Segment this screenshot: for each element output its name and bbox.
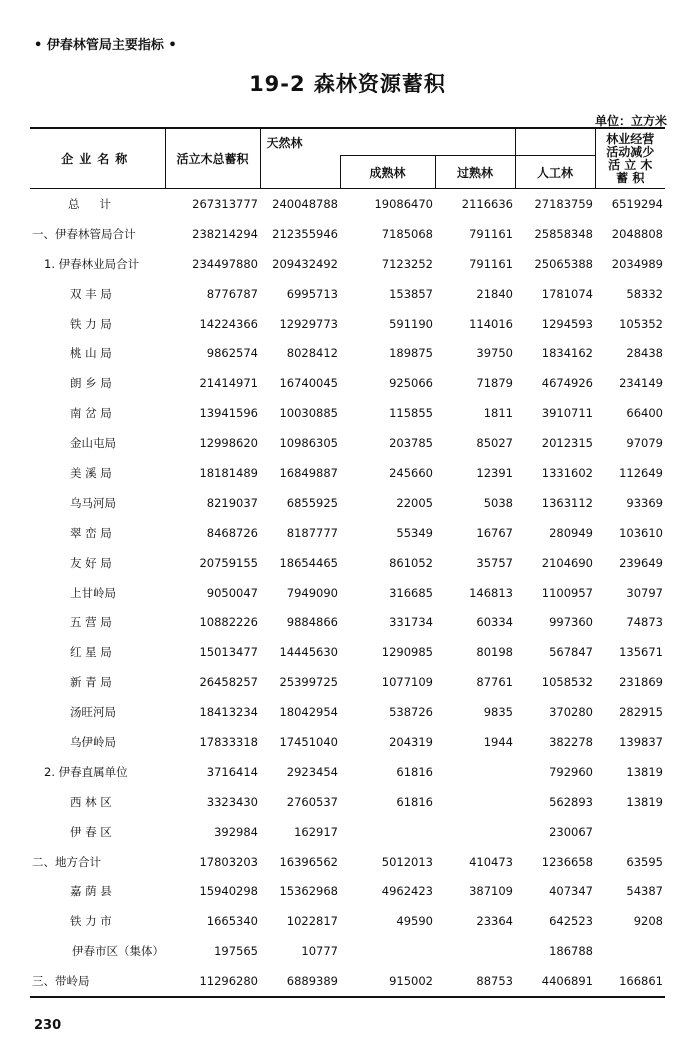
table-row [30, 697, 665, 727]
cell-reduced: 2048808 [611, 226, 663, 241]
cell-total: 3323430 [206, 794, 258, 809]
cell-total: 3716414 [206, 764, 258, 779]
cell-total: 238214294 [192, 226, 258, 241]
cell-planted: 2104690 [541, 555, 593, 570]
cell-natural: 15362968 [279, 884, 338, 899]
row-name: 乌伊岭局 [70, 734, 116, 749]
table-row [30, 309, 665, 339]
cell-reduced: 97079 [626, 436, 663, 451]
cell-total: 26458257 [199, 675, 258, 690]
cell-mature: 861052 [389, 555, 433, 570]
cell-natural: 2923454 [286, 764, 338, 779]
header-total: 活立木总蓄积 [165, 128, 260, 189]
cell-reduced: 135671 [619, 645, 663, 660]
row-name: 一、伊春林管局合计 [32, 226, 136, 241]
cell-planted: 1781074 [541, 286, 593, 301]
page-title: 19-2 森林资源蓄积 [249, 72, 446, 96]
cell-reduced: 105352 [619, 316, 663, 331]
cell-natural: 9884866 [286, 615, 338, 630]
cell-planted: 25858348 [534, 226, 593, 241]
table-row [30, 578, 665, 608]
cell-natural: 10986305 [279, 436, 338, 451]
header-planted: 人工林 [515, 156, 595, 189]
cell-total: 8776787 [206, 286, 258, 301]
cell-total: 12998620 [199, 436, 258, 451]
header-reduced [595, 128, 665, 189]
cell-overmature: 60334 [476, 615, 513, 630]
cell-total: 267313777 [192, 196, 258, 211]
cell-planted: 1236658 [541, 854, 593, 869]
row-name: 金山屯局 [70, 436, 116, 451]
cell-natural: 240048788 [272, 196, 338, 211]
row-name: 桃 山 局 [70, 346, 112, 361]
row-name: 1. 伊春林业局合计 [44, 256, 140, 271]
table-row [30, 787, 665, 817]
row-name: 铁 力 市 [70, 914, 112, 929]
cell-natural: 16740045 [279, 376, 338, 391]
cell-mature: 7185068 [381, 226, 433, 241]
forest-volume-table [30, 127, 665, 998]
cell-total: 17833318 [199, 734, 258, 749]
cell-overmature: 71879 [476, 376, 513, 391]
cell-planted: 25065388 [534, 256, 593, 271]
cell-total: 9050047 [206, 585, 258, 600]
cell-overmature: 88753 [435, 966, 515, 997]
cell-total: 20759155 [199, 555, 258, 570]
cell-reduced: 2034989 [611, 256, 663, 271]
cell-natural: 6889389 [260, 966, 340, 997]
cell-overmature: 9835 [483, 705, 513, 720]
row-name: 红 星 局 [70, 645, 112, 660]
cell-overmature: 87761 [476, 675, 513, 690]
table-row [30, 757, 665, 787]
cell-total: 17803203 [199, 854, 258, 869]
header-natural: 天然林 [260, 128, 340, 156]
cell-mature: 61816 [396, 794, 433, 809]
cell-planted: 407347 [549, 884, 593, 899]
row-name: 二、地方合计 [32, 854, 101, 869]
cell-natural: 162917 [294, 824, 338, 839]
cell-overmature: 2116636 [461, 196, 513, 211]
cell-reduced: 6519294 [611, 196, 663, 211]
header-mature: 成熟林 [340, 156, 435, 189]
cell-mature: 245660 [389, 465, 433, 480]
cell-natural: 17451040 [279, 734, 338, 749]
table-row [30, 368, 665, 398]
header-name: 企业名称 [30, 128, 165, 189]
cell-mature: 61816 [396, 764, 433, 779]
cell-total: 15013477 [199, 645, 258, 660]
cell-planted: 370280 [549, 705, 593, 720]
cell-reduced: 13819 [626, 794, 663, 809]
row-name: 三、带岭局 [30, 966, 165, 997]
cell-natural: 10777 [301, 944, 338, 959]
cell-total: 15940298 [199, 884, 258, 899]
cell-overmature [435, 936, 515, 966]
cell-overmature: 39750 [476, 346, 513, 361]
row-name: 新 青 局 [70, 675, 112, 690]
cell-reduced: 231869 [619, 675, 663, 690]
cell-total: 8219037 [206, 495, 258, 510]
row-name: 翠 峦 局 [70, 525, 112, 540]
cell-natural: 209432492 [272, 256, 338, 271]
table-row [30, 398, 665, 428]
cell-mature [340, 817, 435, 847]
cell-overmature: 85027 [476, 436, 513, 451]
table-row [30, 458, 665, 488]
cell-planted: 4674926 [541, 376, 593, 391]
cell-overmature: 12391 [476, 465, 513, 480]
cell-mature: 19086470 [374, 196, 433, 211]
table-row [30, 279, 665, 309]
unit-label: 单位：立方米 [594, 114, 667, 128]
cell-mature: 925066 [389, 376, 433, 391]
cell-overmature: 791161 [469, 226, 513, 241]
table-row [30, 966, 665, 997]
row-name: 伊春市区（集体） [72, 944, 164, 959]
cell-mature: 115855 [389, 406, 433, 421]
cell-natural: 16849887 [279, 465, 338, 480]
table-row [30, 906, 665, 936]
cell-mature: 189875 [389, 346, 433, 361]
cell-total: 1665340 [206, 914, 258, 929]
cell-total: 9862574 [206, 346, 258, 361]
table-row [30, 876, 665, 906]
cell-natural: 1022817 [286, 914, 338, 929]
cell-total: 18181489 [199, 465, 258, 480]
cell-reduced: 28438 [626, 346, 663, 361]
table-row [30, 847, 665, 877]
cell-mature: 5012013 [381, 854, 433, 869]
cell-overmature: 114016 [469, 316, 513, 331]
cell-natural: 8028412 [286, 346, 338, 361]
cell-total: 13941596 [199, 406, 258, 421]
cell-mature: 1077109 [381, 675, 433, 690]
cell-mature: 316685 [389, 585, 433, 600]
cell-natural: 18654465 [279, 555, 338, 570]
cell-planted: 1363112 [541, 495, 593, 510]
cell-overmature: 21840 [476, 286, 513, 301]
cell-overmature [435, 757, 515, 787]
cell-reduced: 13819 [626, 764, 663, 779]
cell-reduced: 30797 [626, 585, 663, 600]
cell-mature [340, 936, 435, 966]
cell-total: 392984 [214, 824, 258, 839]
cell-mature: 204319 [389, 734, 433, 749]
table-row [30, 667, 665, 697]
cell-mature: 331734 [389, 615, 433, 630]
cell-reduced: 93369 [626, 495, 663, 510]
row-name: 友 好 局 [70, 555, 112, 570]
cell-reduced [595, 817, 665, 847]
cell-total: 21414971 [199, 376, 258, 391]
cell-planted: 567847 [549, 645, 593, 660]
cell-total: 18413234 [199, 705, 258, 720]
cell-overmature: 1811 [483, 406, 513, 421]
cell-reduced: 239649 [619, 555, 663, 570]
cell-planted: 1294593 [541, 316, 593, 331]
cell-planted: 1331602 [541, 465, 593, 480]
cell-overmature [435, 817, 515, 847]
cell-reduced: 9208 [633, 914, 663, 929]
cell-mature: 538726 [389, 705, 433, 720]
cell-overmature: 146813 [469, 585, 513, 600]
row-name: 美 溪 局 [70, 465, 112, 480]
cell-planted: 562893 [549, 794, 593, 809]
cell-mature: 153857 [389, 286, 433, 301]
cell-natural: 10030885 [279, 406, 338, 421]
header-reduced-line2: 活动减少 [606, 144, 655, 159]
cell-planted: 27183759 [534, 196, 593, 211]
header-reduced-line1: 林业经营 [606, 131, 655, 146]
row-name: 乌马河局 [70, 495, 116, 510]
cell-overmature: 410473 [469, 854, 513, 869]
cell-mature: 591190 [389, 316, 433, 331]
cell-natural: 18042954 [279, 705, 338, 720]
cell-reduced: 139837 [619, 734, 663, 749]
cell-total: 234497880 [192, 256, 258, 271]
cell-natural: 6995713 [286, 286, 338, 301]
table-row [30, 428, 665, 458]
row-name: 总计 [68, 196, 131, 211]
row-name: 朗 乡 局 [70, 376, 112, 391]
table-row [30, 607, 665, 637]
row-name: 上甘岭局 [70, 585, 116, 600]
cell-total: 14224366 [199, 316, 258, 331]
cell-reduced [595, 936, 665, 966]
cell-planted: 382278 [549, 734, 593, 749]
row-name: 五 营 局 [70, 615, 112, 630]
table-row [30, 817, 665, 847]
cell-natural: 6855925 [286, 495, 338, 510]
cell-planted: 186788 [549, 944, 593, 959]
cell-overmature: 35757 [476, 555, 513, 570]
cell-total: 197565 [214, 944, 258, 959]
cell-reduced: 234149 [619, 376, 663, 391]
cell-natural: 25399725 [279, 675, 338, 690]
cell-reduced: 166861 [595, 966, 665, 997]
cell-mature: 203785 [389, 436, 433, 451]
cell-overmature: 5038 [483, 495, 513, 510]
row-name: 南 岔 局 [70, 406, 112, 421]
cell-planted: 997360 [549, 615, 593, 630]
cell-natural: 2760537 [286, 794, 338, 809]
cell-mature: 1290985 [381, 645, 433, 660]
cell-reduced: 54387 [626, 884, 663, 899]
cell-reduced: 58332 [626, 286, 663, 301]
cell-natural: 212355946 [272, 226, 338, 241]
cell-planted: 792960 [549, 764, 593, 779]
row-name: 双 丰 局 [70, 286, 112, 301]
table-row [30, 338, 665, 368]
cell-natural: 14445630 [279, 645, 338, 660]
running-header: • 伊春林管局主要指标 • [34, 38, 177, 53]
table-row [30, 727, 665, 757]
table-row [30, 219, 665, 249]
cell-mature: 22005 [396, 495, 433, 510]
cell-planted: 230067 [549, 824, 593, 839]
header-reduced-line4: 蓄 积 [616, 170, 645, 185]
cell-overmature: 1944 [483, 734, 513, 749]
cell-overmature: 387109 [469, 884, 513, 899]
cell-planted: 1100957 [541, 585, 593, 600]
table-row [30, 936, 665, 966]
table-row [30, 518, 665, 548]
table-row [30, 637, 665, 667]
cell-reduced: 74873 [626, 615, 663, 630]
cell-overmature [435, 787, 515, 817]
cell-planted: 642523 [549, 914, 593, 929]
cell-planted: 1058532 [541, 675, 593, 690]
cell-reduced: 63595 [626, 854, 663, 869]
cell-natural: 7949090 [286, 585, 338, 600]
table-row [30, 548, 665, 578]
row-name: 2. 伊春直属单位 [44, 764, 128, 779]
cell-reduced: 66400 [626, 406, 663, 421]
cell-total: 10882226 [199, 615, 258, 630]
cell-natural: 12929773 [279, 316, 338, 331]
cell-overmature: 791161 [469, 256, 513, 271]
header-overmature: 过熟林 [435, 156, 515, 189]
page-number: 230 [34, 1018, 62, 1033]
header-reduced-line3: 活 立 木 [608, 157, 653, 172]
cell-mature: 49590 [396, 914, 433, 929]
row-name: 西 林 区 [70, 794, 112, 809]
cell-mature: 915002 [340, 966, 435, 997]
cell-reduced: 112649 [619, 465, 663, 480]
row-name: 伊 春 区 [70, 824, 112, 839]
cell-mature: 55349 [396, 525, 433, 540]
cell-natural: 16396562 [279, 854, 338, 869]
row-name: 汤旺河局 [70, 705, 116, 720]
cell-reduced: 103610 [619, 525, 663, 540]
cell-overmature: 23364 [476, 914, 513, 929]
row-name: 铁 力 局 [70, 316, 112, 331]
cell-total: 11296280 [165, 966, 260, 997]
row-name: 嘉 荫 县 [70, 884, 112, 899]
cell-planted: 280949 [549, 525, 593, 540]
cell-mature: 7123252 [381, 256, 433, 271]
cell-overmature: 16767 [476, 525, 513, 540]
cell-mature: 4962423 [381, 884, 433, 899]
cell-total: 8468726 [206, 525, 258, 540]
cell-planted: 2012315 [541, 436, 593, 451]
table-row [30, 249, 665, 279]
cell-planted: 3910711 [541, 406, 593, 421]
cell-natural: 8187777 [286, 525, 338, 540]
cell-overmature: 80198 [476, 645, 513, 660]
cell-planted: 1834162 [541, 346, 593, 361]
cell-planted: 4406891 [515, 966, 595, 997]
table-row [30, 488, 665, 518]
cell-reduced: 282915 [619, 705, 663, 720]
table-row [30, 189, 665, 219]
